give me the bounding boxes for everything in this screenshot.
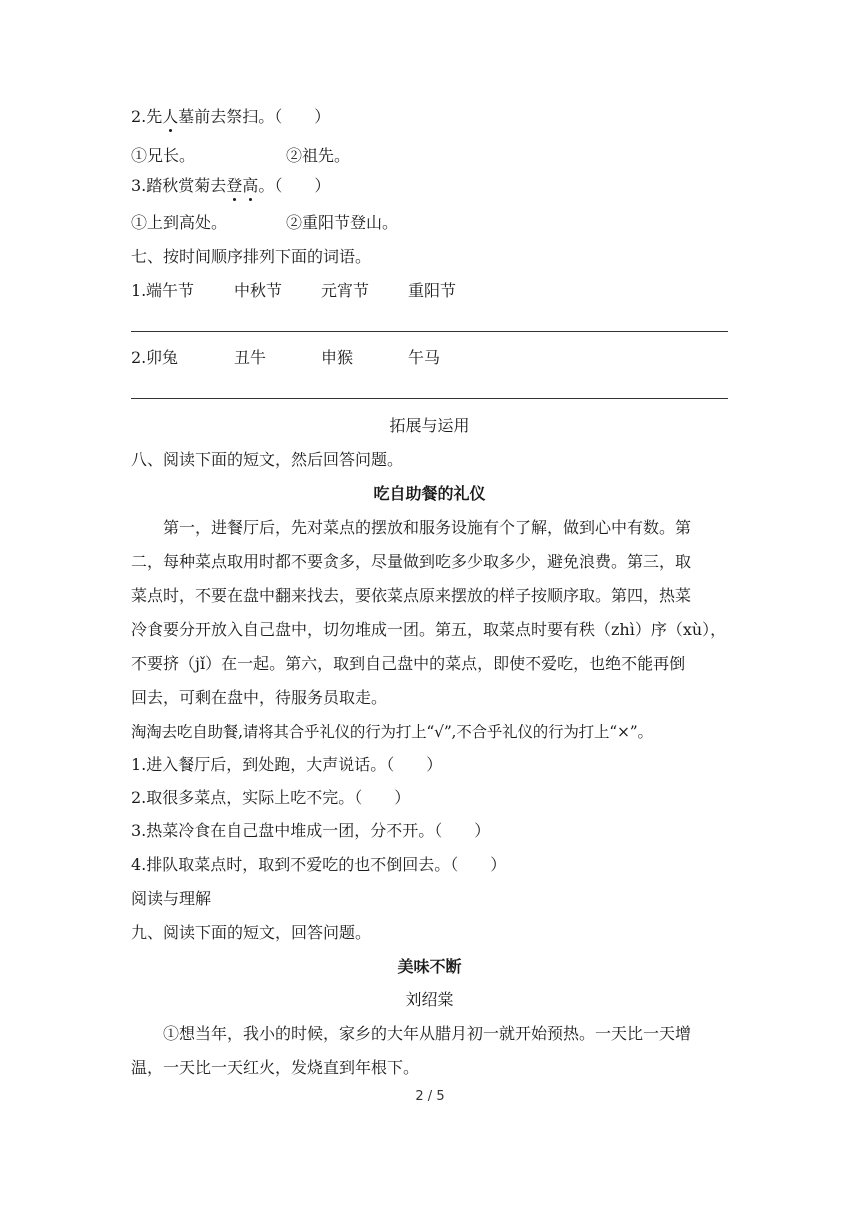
q6-item2-options xyxy=(131,146,351,166)
q6-item2 xyxy=(131,107,330,127)
page-number: 2 / 5 xyxy=(415,1089,445,1104)
answer-line xyxy=(131,331,728,332)
q7-row1-word: 中秋节 xyxy=(234,281,283,300)
q7-row2-word: 申猴 xyxy=(321,348,354,367)
q7-row1-number: 1. xyxy=(131,281,147,300)
q8-item: 4.排队取菜点时，取到不爱吃的也不倒回去。（ ） xyxy=(131,855,507,874)
q7-row1-word: 端午节 xyxy=(146,281,195,300)
q9-heading: 九、阅读下面的短文，回答问题。 xyxy=(131,923,372,942)
q7-row2-number: 2. xyxy=(131,348,147,367)
q7-heading: 七、按时间顺序排列下面的词语。 xyxy=(131,247,372,266)
q6-item3 xyxy=(131,176,330,196)
dotted-char: 登 xyxy=(226,176,243,195)
q8-item: 3.热菜冷食在自己盘中堆成一团，分不开。（ ） xyxy=(131,821,491,840)
option-2: ②祖先。 xyxy=(286,146,351,165)
q7-row2-word: 卯兔 xyxy=(146,348,179,367)
option-2: ②重阳节登山。 xyxy=(286,213,399,232)
q9-passage-title: 美味不断 xyxy=(397,957,462,976)
q8-paragraph-line: 二，每种菜点取用时都不要贪多，尽量做到吃多少取多少，避免浪费。第三，取 xyxy=(131,552,692,571)
q8-paragraph-line: 不要挤（jǐ）在一起。第六，取到自己盘中的菜点，即使不爱吃，也绝不能再倒 xyxy=(131,654,686,673)
q8-paragraph-line: 回去，可剩在盘中，待服务员取走。 xyxy=(131,688,388,707)
q8-item: 2.取很多菜点，实际上吃不完。（ ） xyxy=(131,788,411,807)
option-1: ①兄长。 xyxy=(131,146,196,165)
section-title-read: 阅读与理解 xyxy=(131,889,212,908)
q8-passage-title: 吃自助餐的礼仪 xyxy=(373,484,486,503)
option-1: ①上到高处。 xyxy=(131,213,228,232)
answer-line xyxy=(131,398,728,399)
q9-author: 刘绍棠 xyxy=(405,990,454,1009)
dotted-char: 人 xyxy=(162,107,179,126)
q7-row2-word: 午马 xyxy=(408,348,441,367)
q6-item3-options xyxy=(131,213,399,233)
q8-paragraph-line: 菜点时，不要在盘中翻来找去，要依菜点原来摆放的样子按顺序取。第四，热菜 xyxy=(131,586,692,605)
section-title-expand: 拓展与运用 xyxy=(389,416,470,435)
q8-instruction: 淘淘去吃自助餐,请将其合乎礼仪的行为打上“√”,不合乎礼仪的行为打上“×”。 xyxy=(131,723,653,741)
dotted-char: 高 xyxy=(242,176,259,195)
q7-row1-word: 元宵节 xyxy=(321,281,370,300)
q8-paragraph-line: 第一，进餐厅后，先对菜点的摆放和服务设施有个了解，做到心中有数。第 xyxy=(131,518,692,537)
q8-heading: 八、阅读下面的短文，然后回答问题。 xyxy=(131,450,404,469)
q9-paragraph-line: 温，一天比一天红火，发烧直到年根下。 xyxy=(131,1058,420,1077)
q8-item: 1.进入餐厅后，到处跑，大声说话。（ ） xyxy=(131,755,443,774)
q6-item2-suffix: 墓前去祭扫。（ ） xyxy=(178,107,331,126)
q8-paragraph-line: 冷食要分开放入自己盘中，切勿堆成一团。第五，取菜点时要有秩（zhì）序（xù）， xyxy=(131,620,727,639)
q7-row2-word: 丑牛 xyxy=(234,348,267,367)
q6-item2-prefix: 2.先 xyxy=(131,107,163,126)
q7-row1-word: 重阳节 xyxy=(408,281,457,300)
q9-paragraph-line: ①想当年，我小的时候，家乡的大年从腊月初一就开始预热。一天比一天增 xyxy=(131,1024,692,1043)
q6-item3-prefix: 3.踏秋赏菊去 xyxy=(131,176,227,195)
q6-item3-suffix: 。（ ） xyxy=(258,176,331,195)
